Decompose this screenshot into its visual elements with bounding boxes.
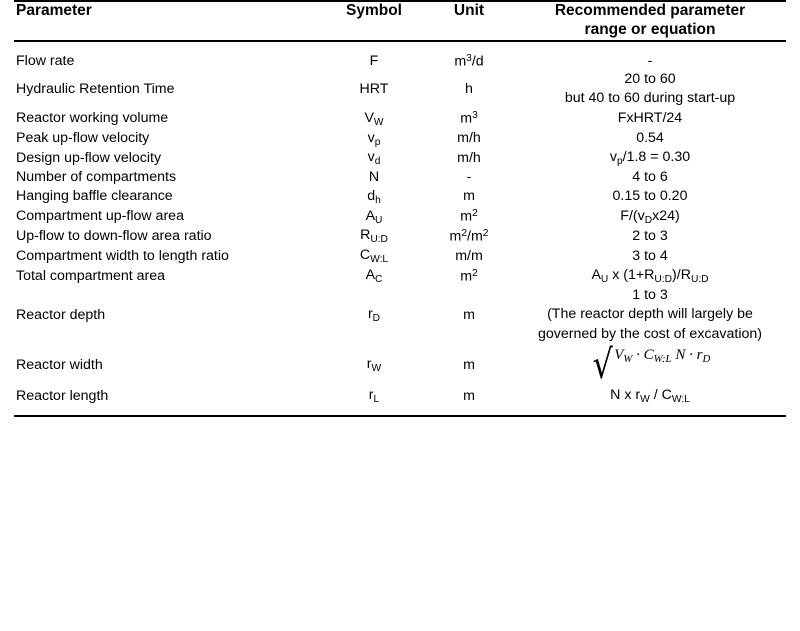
- row-unit: m/h: [457, 150, 481, 167]
- row-parameter: Design up-flow velocity: [16, 150, 162, 167]
- row-range: [514, 286, 786, 344]
- row-range-line1: 20 to 60: [624, 71, 676, 88]
- column-header-unit: Unit: [424, 1, 514, 41]
- row-range-line1: 1 to 3: [632, 287, 668, 304]
- row-range: N x $r_W / C_{W:L}$: [514, 386, 786, 416]
- row-parameter: Compartment up-flow area: [16, 208, 184, 225]
- table-row: [14, 207, 786, 227]
- row-unit: m: [463, 356, 475, 373]
- row-range: 3 to 4: [632, 248, 668, 265]
- row-symbol: $r_D$: [367, 306, 381, 324]
- table-row: [14, 109, 786, 129]
- row-range: 0.54: [636, 130, 664, 147]
- row-range: 2 to 3: [632, 228, 668, 245]
- row-symbol: HRT: [359, 81, 389, 98]
- row-unit: h: [465, 81, 473, 98]
- row-range-line3: governed by the cost of excavation): [538, 325, 762, 342]
- row-unit: m/m: [455, 248, 483, 265]
- table-row: [14, 266, 786, 286]
- row-unit: m: [463, 188, 475, 205]
- row-unit: $m^2$: [460, 208, 478, 225]
- table-row: [14, 386, 786, 416]
- row-range: FxHRT/24: [617, 110, 683, 127]
- sqrt-radical-icon: √: [592, 341, 613, 388]
- row-parameter: Reactor width: [16, 356, 103, 373]
- row-range-line2: (The reactor depth will largely be: [547, 306, 753, 323]
- row-parameter: Flow rate: [16, 52, 75, 69]
- table-body: [14, 41, 786, 416]
- row-parameter: Up-flow to down-flow area ratio: [16, 228, 212, 245]
- row-symbol: $r_W$: [366, 355, 382, 374]
- row-symbol: $v_p$: [367, 129, 381, 148]
- table-header: [14, 1, 786, 41]
- row-unit: m: [463, 306, 475, 323]
- table-row: [14, 70, 786, 108]
- row-range: 0.15 to 0.20: [612, 188, 688, 205]
- row-symbol: $d_h$: [367, 187, 381, 206]
- table-row: [14, 168, 786, 186]
- row-range-formula: $A_U$ x $(1+R_{U:D})/R_{U:D}$: [591, 267, 709, 286]
- sqrt-formula: [590, 341, 711, 388]
- row-range: $v_p/1.8 = 0.30$: [609, 149, 691, 168]
- row-symbol: N: [368, 169, 380, 186]
- column-header-range-line2: range or equation: [584, 20, 716, 38]
- fraction-numerator: $V_W \cdot C_{W:L}$: [614, 346, 672, 365]
- table-row: [14, 41, 786, 70]
- table-header-row: [14, 1, 786, 41]
- column-header-range: [514, 1, 786, 41]
- row-range: 4 to 6: [632, 169, 668, 186]
- row-range-sqrt-formula: [514, 341, 786, 388]
- row-range: -: [647, 52, 653, 69]
- row-symbol: $C_{W:L}$: [359, 247, 389, 266]
- fraction: [614, 346, 710, 384]
- row-parameter: Reactor depth: [16, 306, 106, 323]
- row-symbol: $R_{U:D}$: [360, 227, 388, 246]
- table-row: [14, 148, 786, 168]
- table-row: [14, 187, 786, 207]
- table-row: [14, 246, 786, 266]
- row-parameter: Hanging baffle clearance: [16, 188, 173, 205]
- row-unit: $m^3/d$: [454, 52, 484, 70]
- table-row: [14, 286, 786, 344]
- row-symbol: $A_U$: [365, 207, 383, 226]
- row-parameter: Reactor working volume: [16, 110, 169, 127]
- row-range: $F/(v_Dx24)$: [620, 207, 680, 226]
- table-row: [14, 129, 786, 149]
- row-parameter: Total compartment area: [16, 268, 166, 285]
- row-parameter: Number of compartments: [16, 169, 177, 186]
- table-row: [14, 344, 786, 386]
- row-parameter: Compartment width to length ratio: [16, 248, 229, 265]
- row-range-line2: but 40 to 60 during start-up: [564, 90, 736, 107]
- row-symbol: $A_C$: [365, 267, 383, 286]
- parameter-table: [14, 0, 786, 417]
- column-header-range-line1: Recommended parameter: [554, 2, 746, 19]
- table-row: [14, 226, 786, 246]
- row-unit: -: [466, 169, 472, 186]
- row-unit: m/h: [457, 130, 481, 147]
- row-parameter: Reactor length: [14, 386, 324, 416]
- row-symbol: $V_W$: [364, 109, 384, 128]
- row-unit: $m^2$: [460, 268, 478, 285]
- row-symbol: $r_L$: [324, 386, 424, 416]
- column-header-symbol: Symbol: [324, 1, 424, 41]
- row-unit: m: [424, 386, 514, 416]
- row-unit: $m^2/m^2$: [449, 228, 489, 245]
- row-range: [514, 70, 786, 108]
- row-unit: $m^3$: [460, 110, 478, 127]
- column-header-parameter: Parameter: [14, 1, 324, 41]
- row-symbol: F: [369, 52, 379, 69]
- fraction-denominator: $N \cdot r_D$: [675, 346, 711, 365]
- row-symbol: $v_d$: [367, 149, 381, 168]
- row-parameter: Peak up-flow velocity: [16, 130, 150, 147]
- row-parameter: Hydraulic Retention Time: [16, 81, 175, 98]
